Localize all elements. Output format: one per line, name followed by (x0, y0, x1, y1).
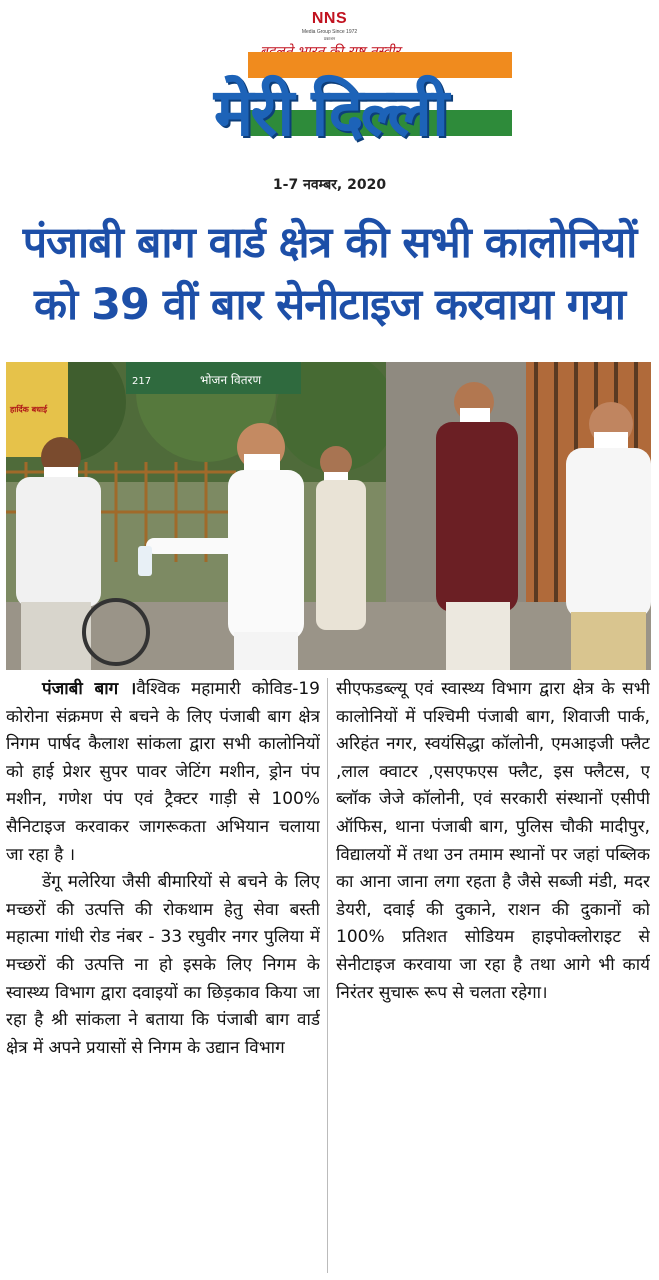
news-photo (6, 362, 651, 670)
publisher-subtitle: Media Group Since 1972 (301, 29, 358, 35)
headline-line-2: को 39 वीं बार सेनीटाइज करवाया गया (33, 280, 626, 330)
dateline-place: पंजाबी बाग । (42, 679, 137, 699)
article-body (6, 676, 653, 1276)
publisher-name: NNS (311, 10, 348, 27)
newspaper-logo (180, 58, 480, 168)
article-paragraph-1 (6, 676, 320, 869)
poster-text: हार्दिक बधाई (10, 405, 48, 414)
article-headline (8, 212, 651, 336)
article-paragraph-3: सीएफडब्ल्यू एवं स्वास्थ्य विभाग द्वारा क्षेत्र के सभी कालोनियों में पश्चिमी पंजाबी बाग, शिवाजी पार्क, अरिहंत नगर, स्वयंसिद्धा कॉलोनी, एमआइजी फ्लैट ,लाल क्वाटर ,एसएफएस फ्लैट, इस फ्लैटस, ए ब्लॉक जेजे कॉलोनी, एवं सरकारी संस्थानों एसीपी ऑफिस, थाना पंजाबी बाग, पुलिस चौकी मादीपुर, विद्यालयों में तथा उन तमाम स्थानों पर जहां पब्लिक का आना जाना लगा रहता है जैसे सब्जी मंडी, मदर डेयरी, दवाई की दुकाने, राशन की दुकानों को 100% प्रतिशत सोडियम हाइपोक्लोराइट से सेनीटाइज करवाया जा रहा है तथा आगे भी कार्य निरंतर सुचारू रूप से चलता रहेगा। (336, 679, 650, 1003)
publisher-subtitle-2: प्रकाशन (323, 36, 336, 41)
issue-date: 1-7 नवम्बर, 2020 (272, 177, 387, 193)
photo-illustration (6, 362, 651, 670)
newspaper-title: मेरी दिल्ली (213, 74, 447, 151)
headline-line-1: पंजाबी बाग वार्ड क्षेत्र की सभी कालोनियों (22, 218, 637, 268)
article-column-left (6, 676, 320, 1276)
paragraph-1-text: वैश्विक महामारी कोविड-19 कोरोना संक्रमण से बचने के लिए पंजाबी बाग क्षेत्र निगम पार्षद कैलाश सांकला द्वारा सभी कालोनियों को हाई प्रेशर सुपर पावर जेटिंग मशीन, ड्रोन पंप मशीन, गणेश पंप एवं ट्रैक्टर गाड़ी से 100% सैनिटाइज करवाकर जागरूकता अभियान चलाया जा रहा है । (6, 679, 320, 865)
article-paragraph-2: डेंगू मलेरिया जैसी बीमारियों से बचने के लिए मच्छरों की उत्पत्ति की रोकथाम हेतु सेवा बस्ती महात्मा गांधी रोड नंबर - 33 रघुवीर नगर पुलिया में मच्छरों की उत्पत्ति ना हो इसके लिए निगम के स्वास्थ्य विभाग द्वारा दवाइयों का छिड़काव किया जा रहा है श्री सांकला ने बताया कि पंजाबी बाग वार्ड क्षेत्र में अपने प्रयासों से निगम के उद्यान विभाग (6, 872, 320, 1058)
masthead (0, 0, 659, 200)
column-divider (327, 678, 328, 1273)
banner-number: 217 (132, 376, 152, 387)
article-column-right (336, 676, 650, 1276)
banner-text: भोजन वितरण (200, 373, 262, 387)
